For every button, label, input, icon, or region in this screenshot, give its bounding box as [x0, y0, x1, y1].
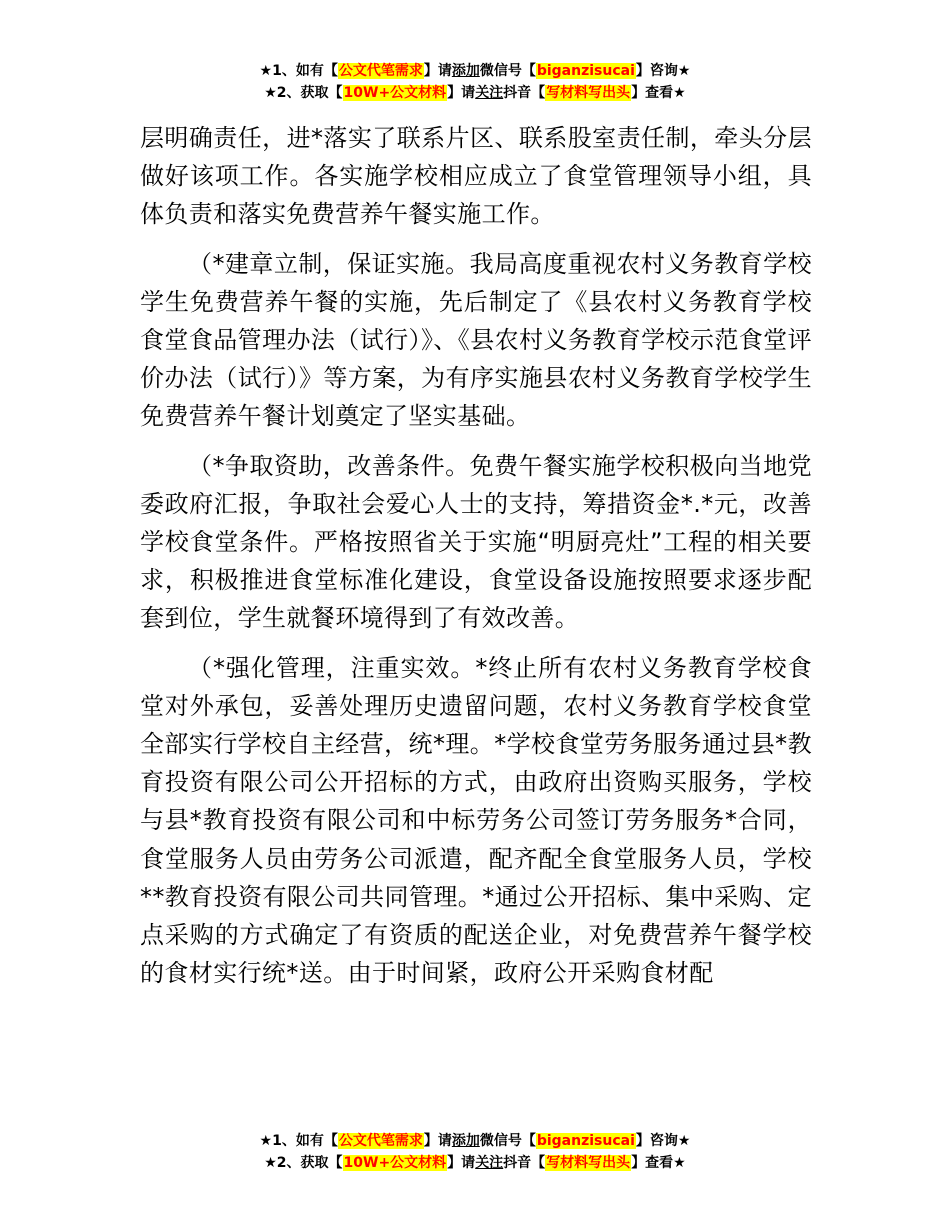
banner-highlight: biganzisucai	[536, 63, 635, 79]
banner-highlight: 写材料写出头	[546, 1155, 631, 1171]
banner-highlight: 10W+公文材料	[343, 85, 447, 101]
banner-highlight: biganzisucai	[536, 1133, 635, 1149]
paragraph: （*强化管理，注重实效。*终止所有农村义务教育学校食堂对外承包，妥善处理历史遗留问题，农村义务教育学校食堂全部实行学校自主经营，统*理。*学校食堂劳务服务通过县*教育投资有限公司公开招标的方式，由政府出资购买服务，学校与县*教育投资有限公司和中标劳务公司签订劳务服务*合同，食堂服务人员由劳务公司派遣，配齐配全食堂服务人员，学校**教育投资有限公司共同管理。*通过公开招标、集中采购、定点采购的方式确定了有资质的配送企业，对免费营养午餐学校的食材实行统*送。由于时间紧，政府公开采购食材配	[140, 653, 812, 988]
banner-line-2: ★2、获取【10W+公文材料】请关注抖音【写材料写出头】查看★	[264, 85, 686, 101]
footer-banner	[0, 1130, 950, 1174]
banner-highlight: 公文代笔需求	[338, 1133, 423, 1149]
banner-line-1: ★1、如有【公文代笔需求】请添加微信号【biganzisucai】咨询★	[259, 63, 691, 79]
paragraph: （*建章立制，保证实施。我局高度重视农村义务教育学校学生免费营养午餐的实施，先后制定了《县农村义务教育学校食堂食品管理办法（试行）》、《县农村义务教育学校示范食堂评价办法（试行）》等方案，为有序实施县农村义务教育学校学生免费营养午餐计划奠定了坚实基础。	[140, 249, 812, 431]
banner-highlight: 写材料写出头	[546, 85, 631, 101]
paragraph: （*争取资助，改善条件。免费午餐实施学校积极向当地党委政府汇报，争取社会爱心人士的支持，筹措资金*.*元，改善学校食堂条件。严格按照省关于实施“明厨亮灶”工程的相关要求，积极推进食堂标准化建设，食堂设备设施按照要求逐步配套到位，学生就餐环境得到了有效改善。	[140, 451, 812, 633]
banner-line-1: ★1、如有【公文代笔需求】请添加微信号【biganzisucai】咨询★	[259, 1133, 691, 1149]
banner-line-2: ★2、获取【10W+公文材料】请关注抖音【写材料写出头】查看★	[264, 1155, 686, 1171]
paragraph: 层明确责任，进*落实了联系片区、联系股室责任制，牵头分层做好该项工作。各实施学校相应成立了食堂管理领导小组，具体负责和落实免费营养午餐实施工作。	[140, 124, 812, 229]
header-banner	[0, 60, 950, 104]
document-body	[140, 119, 812, 1003]
banner-highlight: 公文代笔需求	[338, 63, 423, 79]
banner-highlight: 10W+公文材料	[343, 1155, 447, 1171]
